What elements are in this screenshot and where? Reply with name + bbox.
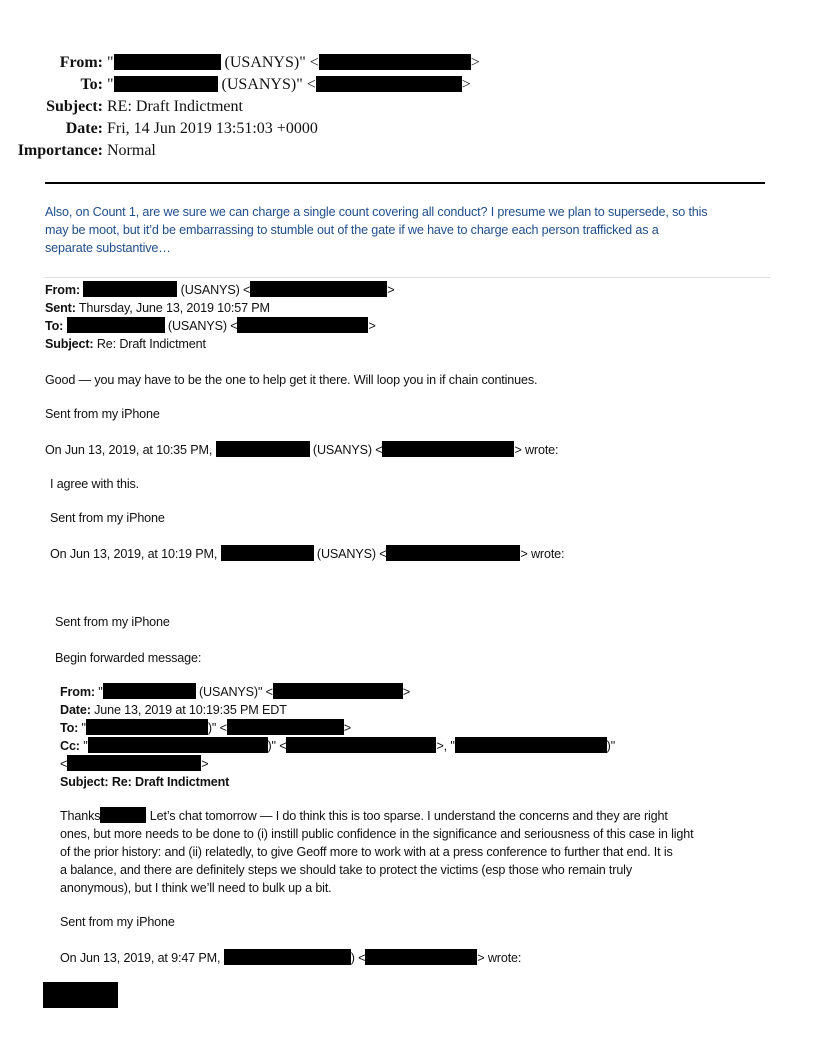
redaction bbox=[227, 719, 344, 735]
redaction bbox=[386, 545, 520, 561]
msg1-body: Good — you may have to be the one to help get it there. Will loop you in if chain continues. bbox=[45, 373, 538, 387]
fwd-body-line: Thanks Let’s chat tomorrow — I do think this is too sparse. I understand the concerns and they are right bbox=[60, 809, 668, 823]
redaction bbox=[382, 441, 514, 457]
redaction bbox=[103, 683, 196, 699]
redaction bbox=[114, 76, 218, 92]
msg1-signature: Sent from my iPhone bbox=[45, 407, 160, 421]
redaction bbox=[88, 737, 268, 753]
redaction bbox=[365, 949, 477, 965]
fwd-quote-line: On Jun 13, 2019, at 9:47 PM, ) < > wrote: bbox=[60, 951, 522, 965]
fwd-body-line: ones, but more needs to be done to (i) instill public confidence in the significance and seriousness of this case in light bbox=[60, 827, 694, 841]
redaction bbox=[86, 719, 208, 735]
header-from: From: " (USANYS)" < > bbox=[0, 52, 480, 74]
redaction bbox=[221, 545, 314, 561]
fwd-cc: Cc: " )" < >, " )" bbox=[60, 739, 616, 753]
redaction bbox=[286, 737, 436, 753]
fwd-date: Date: June 13, 2019 at 10:19:35 PM EDT bbox=[60, 703, 287, 717]
redaction bbox=[83, 281, 177, 297]
fwd-to: To: " )" < > bbox=[60, 721, 352, 735]
fwd-subject: Subject: Re: Draft Indictment bbox=[60, 775, 230, 789]
msg2-quote-line: On Jun 13, 2019, at 10:19 PM, (USANYS) < > wrote: bbox=[50, 547, 565, 561]
msg1-to: To: (USANYS) < > bbox=[45, 319, 376, 333]
fwd-body-line: anonymous), but I think we’ll need to bulk up a bit. bbox=[60, 881, 332, 895]
header-date: Date: Fri, 14 Jun 2019 13:51:03 +0000 bbox=[65, 120, 318, 137]
msg1-sent: Sent: Thursday, June 13, 2019 10:57 PM bbox=[45, 301, 270, 315]
header-importance: Importance: Normal bbox=[17, 142, 156, 159]
reply-line: Also, on Count 1, are we sure we can charge a single count covering all conduct? I presume we plan to supersede, so this bbox=[45, 205, 708, 219]
redaction bbox=[216, 441, 310, 457]
fwd-body-line: of the prior history: and (ii) relatedly, to give Geoff more to work with at a press conference to further that end. It is bbox=[60, 845, 673, 859]
redaction bbox=[273, 683, 403, 699]
redaction bbox=[319, 54, 471, 70]
redaction bbox=[237, 317, 368, 333]
msg1-subject: Subject: Re: Draft Indictment bbox=[45, 337, 206, 351]
redaction bbox=[67, 317, 165, 333]
fwd-signature: Sent from my iPhone bbox=[60, 915, 175, 929]
message-divider bbox=[45, 277, 770, 278]
msg2-body: I agree with this. bbox=[50, 477, 139, 491]
forwarded-label: Begin forwarded message: bbox=[55, 651, 202, 665]
msg1-from: From: (USANYS) < > bbox=[45, 283, 395, 297]
header-subject: Subject: RE: Draft Indictment bbox=[46, 98, 243, 115]
fwd-from: From: " (USANYS)" < > bbox=[60, 685, 411, 699]
redaction bbox=[224, 949, 351, 965]
msg3-signature: Sent from my iPhone bbox=[55, 615, 170, 629]
reply-line: may be moot, but it’d be embarrassing to stumble out of the gate if we have to charge each person trafficked as a bbox=[45, 223, 659, 237]
redaction bbox=[455, 737, 607, 753]
fwd-body-line: a balance, and there are definitely steps we should take to protect the victims (esp those who remain truly bbox=[60, 863, 632, 877]
from-label: From: bbox=[59, 54, 103, 71]
reply-line: separate substantive… bbox=[45, 241, 171, 255]
redaction bbox=[114, 54, 221, 70]
fwd-cc-cont: < > bbox=[60, 757, 209, 771]
to-label: To: bbox=[80, 76, 103, 93]
header-to: To: " (USANYS)" < > bbox=[0, 74, 471, 96]
redaction bbox=[250, 281, 387, 297]
msg1-quote-line: On Jun 13, 2019, at 10:35 PM, (USANYS) < > wrote: bbox=[45, 443, 559, 457]
redaction bbox=[316, 76, 462, 92]
header-divider bbox=[45, 182, 765, 184]
redaction-block bbox=[43, 982, 118, 1008]
redaction bbox=[100, 807, 146, 823]
redaction bbox=[67, 755, 201, 771]
msg2-signature: Sent from my iPhone bbox=[50, 511, 165, 525]
